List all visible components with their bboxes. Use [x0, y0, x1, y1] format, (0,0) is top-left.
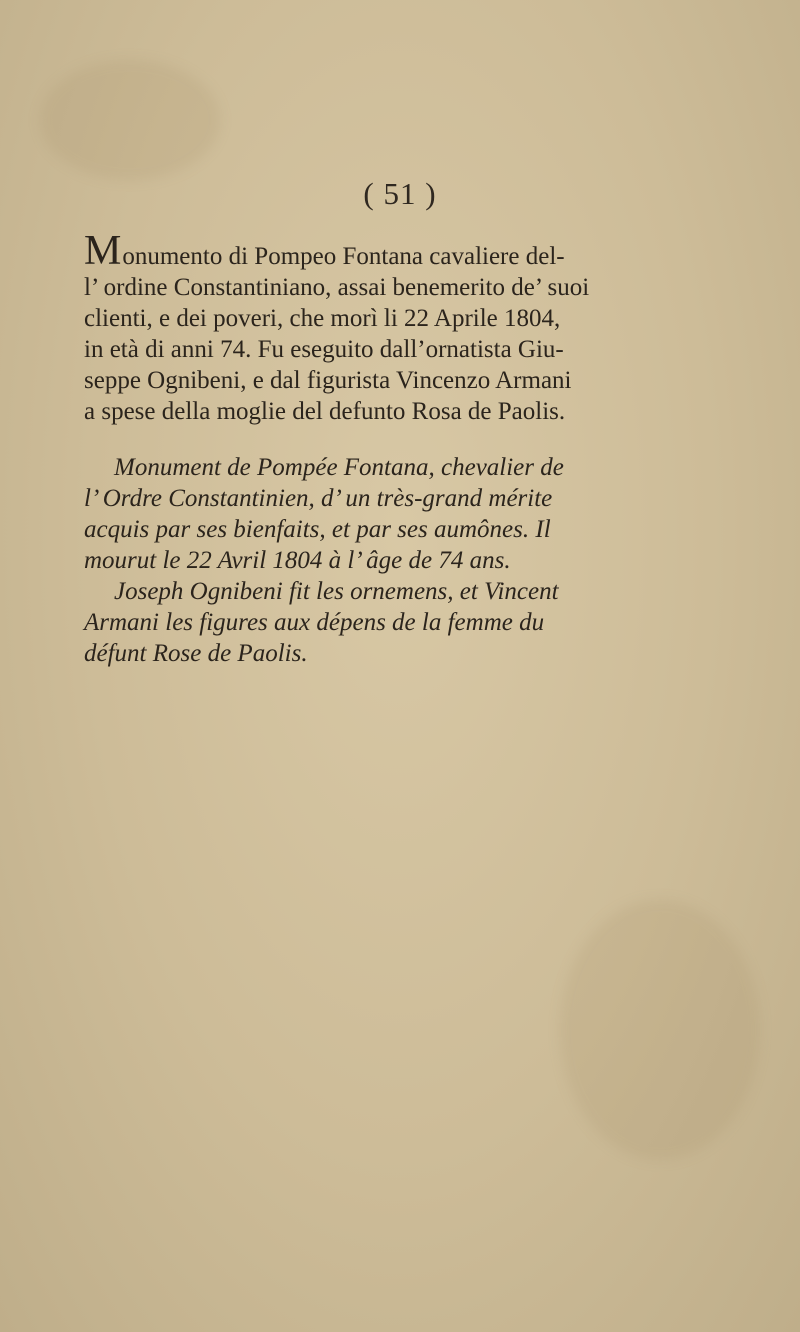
french-line: mourut le 22 Avril 1804 à l’ âge de 74 ans. [84, 547, 511, 574]
paper-stain [40, 60, 220, 180]
drop-cap: M [84, 228, 122, 274]
italian-line: a spese della moglie del defunto Rosa de Paolis. [84, 398, 566, 425]
page-number: ( 51 ) [363, 176, 437, 211]
french-paragraph [84, 452, 734, 669]
italian-line: in età di anni 74. Fu eseguito dall’ornatista Giu- [84, 336, 564, 363]
italian-line: clienti, e dei poveri, che morì li 22 Aprile 1804, [84, 305, 561, 332]
french-line: Monument de Pompée Fontana, chevalier de [114, 454, 564, 481]
italian-paragraph [84, 228, 724, 427]
paper-stain [560, 900, 760, 1160]
italian-line: seppe Ognibeni, e dal figurista Vincenzo Armani [84, 367, 572, 394]
italian-line: Monumento di Pompeo Fontana cavaliere del- [84, 228, 565, 274]
french-line: Armani les figures aux dépens de la femme du [84, 609, 545, 636]
italian-line: l’ ordine Constantiniano, assai benemerito de’ suoi [84, 274, 590, 301]
french-line: Joseph Ognibeni fit les ornemens, et Vincent [114, 578, 559, 605]
french-line: acquis par ses bienfaits, et par ses aumônes. Il [84, 516, 551, 543]
french-line: l’ Ordre Constantinien, d’ un très-grand mérite [84, 485, 553, 512]
french-line: défunt Rose de Paolis. [84, 640, 308, 667]
